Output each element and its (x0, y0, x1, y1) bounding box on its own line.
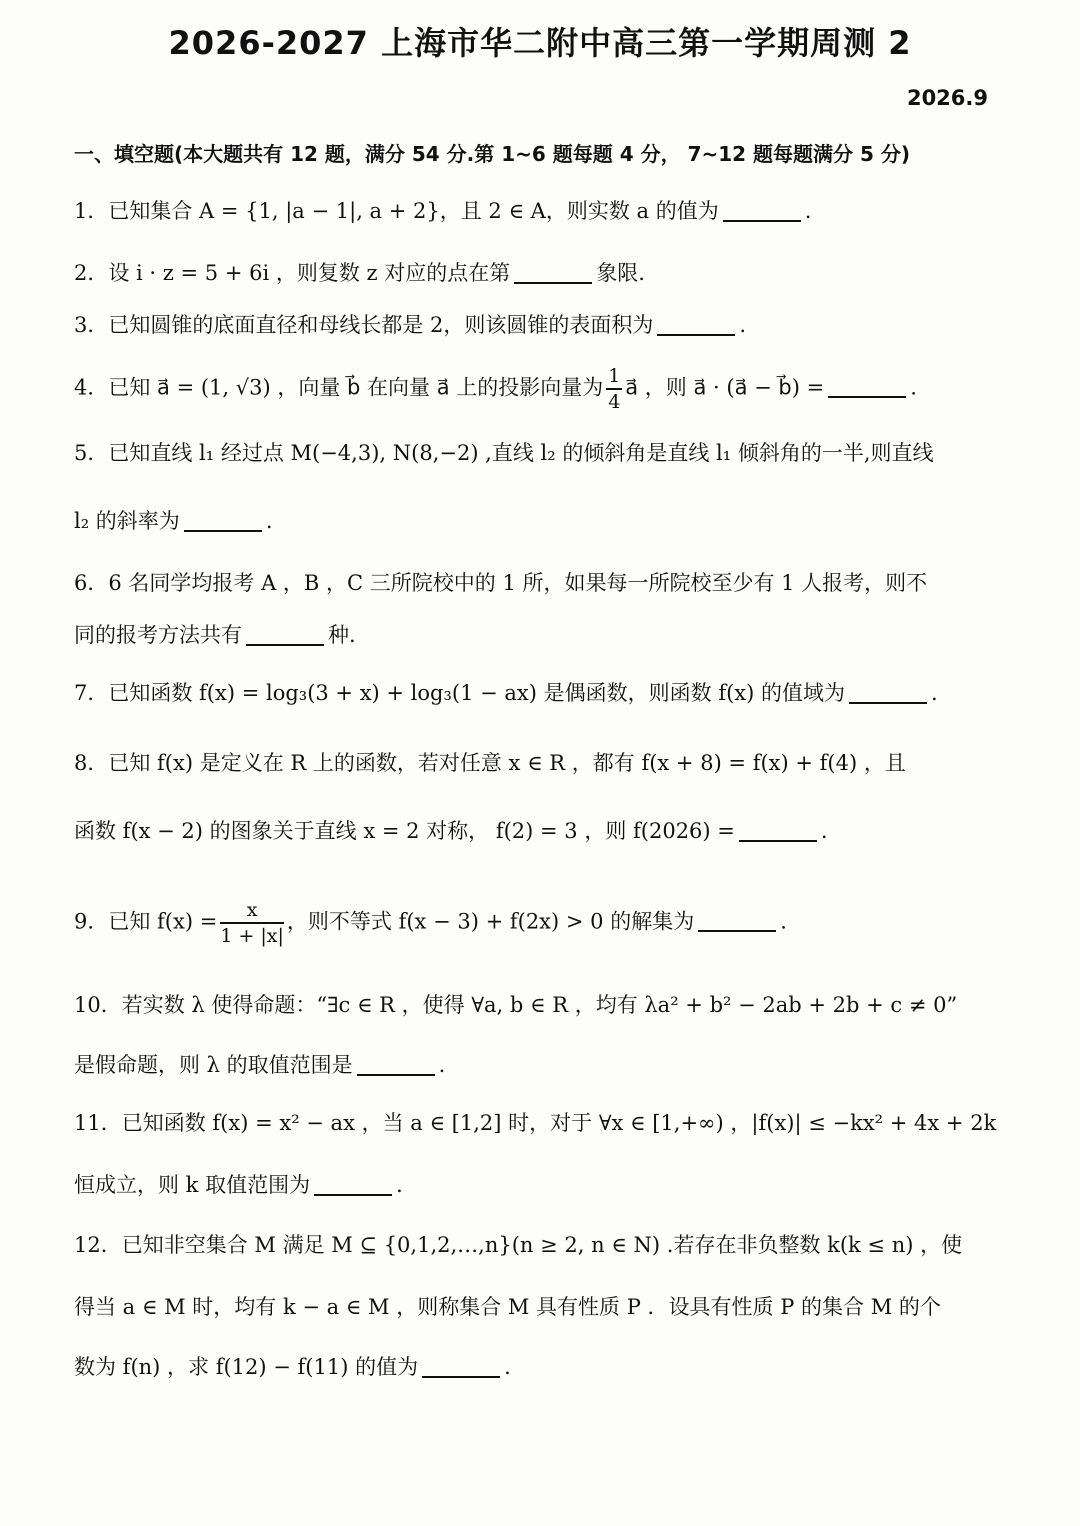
answer-blank (314, 1194, 392, 1196)
question-11-line-1: 11．已知函数 f(x) = x² − ax ，当 a ∈ [1,2] 时，对于 ∀x ∈ [1,+∞) ，|f(x)| ≤ −kx² + 4x + 2k (74, 1111, 997, 1135)
question-6-line-1: 6．6 名同学均报考 A ，B ，C 三所院校中的 1 所，如果每一所院校至少有 1 人报考，则不 (74, 571, 928, 595)
period: . (504, 1355, 511, 1379)
period: . (820, 819, 828, 843)
answer-blank (739, 840, 817, 842)
answer-blank (246, 644, 324, 646)
question-text: 7．已知函数 f(x) = log₃(3 + x) + log₃(1 − ax) 是偶函数，则函数 f(x) 的值域为 (74, 681, 845, 705)
question-2 (74, 258, 1004, 288)
question-1 (74, 196, 1004, 226)
answer-blank (514, 282, 592, 284)
question-text: 3．已知圆锥的底面直径和母线长都是 2，则该圆锥的表面积为 (74, 313, 654, 337)
question-text: 数为 f(n) ，求 f(12) − f(11) 的值为 (74, 1355, 419, 1379)
exam-date: 2026.9 (906, 86, 988, 110)
question-12-line-3 (74, 1352, 1004, 1382)
period: . (780, 909, 787, 934)
question-7 (74, 678, 1004, 708)
question-text: 同的报考方法共有 (74, 623, 242, 647)
question-10-line-2 (74, 1050, 1004, 1080)
answer-blank (357, 1074, 435, 1076)
fraction (606, 364, 622, 414)
question-text: 2．设 i · z = 5 + 6i ，则复数 z 对应的点在第 (74, 261, 511, 285)
answer-blank (723, 220, 801, 222)
fraction (220, 898, 284, 948)
exam-title: 2026-2027 上海市华二附中高三第一学期周测 2 (168, 24, 912, 62)
question-5-line-1: 5．已知直线 l₁ 经过点 M(−4,3), N(8,−2) ,直线 l₂ 的倾斜角是直线 l₁ 倾斜角的一半,则直线 (74, 441, 934, 465)
fraction-denominator: 4 (608, 390, 621, 413)
question-3 (74, 310, 1004, 340)
answer-blank (184, 530, 262, 532)
period: . (910, 375, 917, 400)
question-4 (74, 364, 1004, 414)
answer-blank (657, 334, 735, 336)
fraction-numerator: 1 (608, 365, 621, 387)
question-text: 恒成立，则 k 取值范围为 (74, 1173, 311, 1197)
period: . (804, 199, 812, 223)
question-text-cont: ，则不等式 f(x − 3) + f(2x) > 0 的解集为 (286, 909, 695, 934)
question-10-line-1: 10．若实数 λ 使得命题：“∃c ∈ R ，使得 ∀a, b ∈ R ，均有 λa² + b² − 2ab + 2b + c ≠ 0” (74, 993, 958, 1017)
question-text: 是假命题，则 λ 的取值范围是 (74, 1053, 353, 1077)
question-11-line-2 (74, 1170, 1004, 1200)
period: . (265, 509, 273, 533)
question-tail: 种. (328, 623, 356, 647)
question-text: 函数 f(x − 2) 的图象关于直线 x = 2 对称， f(2) = 3 ，则 f(2026) = (74, 819, 735, 843)
period: . (739, 313, 747, 337)
question-text: 9．已知 f(x) = (74, 909, 218, 934)
question-6-line-2 (74, 620, 1004, 650)
answer-blank (828, 396, 906, 398)
question-12-line-1: 12．已知非空集合 M 满足 M ⊆ {0,1,2,…,n}(n ≥ 2, n ∈ N) .若存在非负整数 k(k ≤ n) ，使 (74, 1233, 963, 1257)
question-9 (74, 898, 1004, 948)
period: . (931, 681, 938, 705)
answer-blank (422, 1376, 500, 1378)
question-text: 4．已知 a⃗ = (1, √3) ，向量 b⃗ 在向量 a⃗ 上的投影向量为 (74, 375, 604, 400)
question-5-line-2 (74, 506, 1004, 536)
period: . (438, 1053, 446, 1077)
period: . (396, 1173, 403, 1197)
section-heading: 一、填空题(本大题共有 12 题，满分 54 分.第 1~6 题每题 4 分， 7~12 题每题满分 5 分) (74, 142, 911, 166)
question-12-line-2: 得当 a ∈ M 时，均有 k − a ∈ M ，则称集合 M 具有性质 P ．设具有性质 P 的集合 M 的个 (74, 1295, 941, 1319)
question-tail: 象限. (596, 261, 645, 285)
answer-blank (849, 702, 927, 704)
question-text-cont: a⃗ ，则 a⃗ · (a⃗ − b⃗) = (625, 375, 825, 400)
question-text: 1．已知集合 A = {1, |a − 1|, a + 2}，且 2 ∈ A，则实数 a 的值为 (74, 199, 719, 223)
question-8-line-2 (74, 816, 1004, 846)
question-text: l₂ 的斜率为 (74, 509, 180, 533)
answer-blank (698, 930, 776, 932)
fraction-denominator: 1 + |x| (220, 924, 284, 947)
question-8-line-1: 8．已知 f(x) 是定义在 R 上的函数，若对任意 x ∈ R ，都有 f(x + 8) = f(x) + f(4) ，且 (74, 751, 906, 775)
fraction-numerator: x (246, 899, 258, 921)
